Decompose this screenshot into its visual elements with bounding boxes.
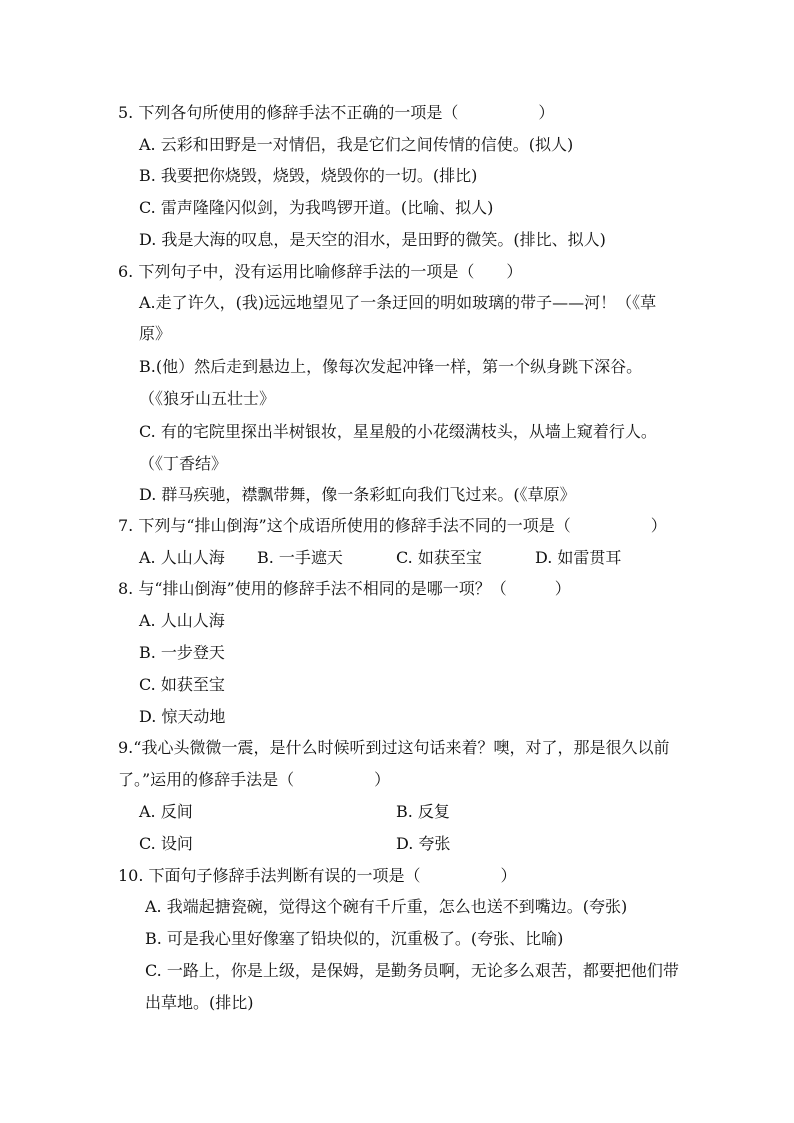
q6-option-a-line1: A.走了许久，(我)远远地望见了一条迂回的明如玻璃的带子——河！（《草 (139, 293, 657, 312)
q8-stem: 8. 与“排山倒海”使用的修辞手法不相同的是哪一项？（ ） (118, 579, 571, 598)
q8-option-c: C. 如获至宝 (139, 675, 225, 694)
q7-option-c: C. 如获至宝 (396, 548, 482, 567)
q6-option-b-line2: （《狼牙山五壮士》 (139, 389, 276, 408)
q8-option-d: D. 惊天动地 (139, 707, 226, 726)
q8-option-b: B. 一步登天 (139, 643, 225, 662)
q7-option-d: D. 如雷贯耳 (535, 548, 622, 567)
q6-option-b-line1: B.(他）然后走到悬边上，像每次发起冲锋一样，第一个纵身跳下深谷。 (139, 357, 643, 376)
q6-option-d: D. 群马疾驰，襟飘带舞，像一条彩虹向我们飞过来。(《草原》 (139, 485, 576, 504)
q8-option-a: A. 人山人海 (139, 611, 225, 630)
q5-option-a: A. 云彩和田野是一对情侣，我是它们之间传情的信使。(拟人) (139, 135, 574, 154)
q9-option-d: D. 夸张 (396, 834, 451, 853)
q5-option-c: C. 雷声隆隆闪似剑，为我鸣锣开道。(比喻、拟人) (139, 198, 494, 217)
q5-option-d: D. 我是大海的叹息，是天空的泪水，是田野的微笑。(排比、拟人) (139, 230, 606, 249)
q9-option-a: A. 反间 (139, 802, 193, 821)
q10-option-b: B. 可是我心里好像塞了铅块似的，沉重极了。(夸张、比喻) (145, 929, 564, 948)
q9-option-b: B. 反复 (396, 802, 450, 821)
q5-option-b: B. 我要把你烧毁，烧毁，烧毁你的一切。(排比) (139, 166, 478, 185)
q5-stem: 5. 下列各句所使用的修辞手法不正确的一项是（ ） (118, 103, 555, 122)
q9-stem-line1: 9.“我心头微微一震，是什么时候听到过这句话来着？噢，对了，那是很久以前 (118, 738, 670, 757)
q6-option-c-line1: C. 有的宅院里探出半树银妆，星星般的小花缀满枝头，从墙上窥着行人。 (139, 422, 657, 441)
q10-option-a: A. 我端起搪瓷碗，觉得这个碗有千斤重，怎么也送不到嘴边。(夸张) (145, 897, 628, 916)
q6-option-c-line2: （《丁香结》 (139, 454, 228, 473)
q6-stem: 6. 下列句子中，没有运用比喻修辞手法的一项是（ ） (118, 262, 523, 281)
q10-option-c-line2: 出草地。(排比) (145, 993, 254, 1012)
q9-stem-line2: 了。”运用的修辞手法是（ ） (118, 770, 391, 789)
q7-option-b: B. 一手遮天 (257, 548, 343, 567)
q7-option-a: A. 人山人海 (139, 548, 225, 567)
q10-stem: 10. 下面句子修辞手法判断有误的一项是（ ） (118, 866, 517, 885)
q9-option-c: C. 设问 (139, 834, 193, 853)
q10-option-c-line1: C. 一路上，你是上级，是保姆，是勤务员啊，无论多么艰苦，都要把他们带 (145, 961, 679, 980)
q6-option-a-line2: 原》 (139, 324, 172, 343)
q7-stem: 7. 下列与“排山倒海”这个成语所使用的修辞手法不同的一项是（ ） (118, 516, 667, 535)
